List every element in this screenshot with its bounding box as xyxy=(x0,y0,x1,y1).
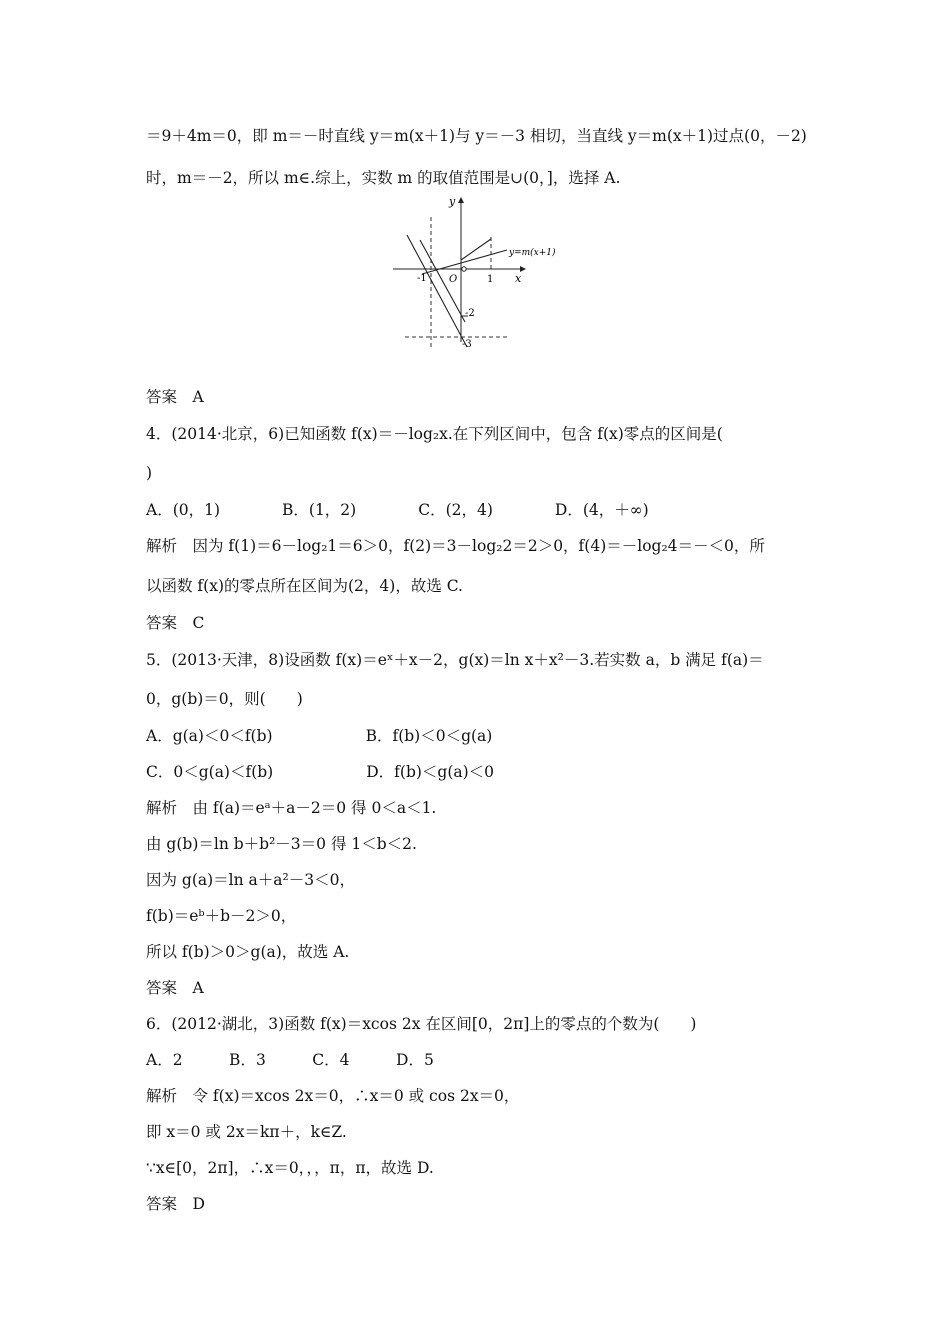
text-line-2: 时，m＝－2，所以 m∈.综上，实数 m 的取值范围是∪(0，]，选择 A. xyxy=(146,169,621,187)
text-line-11: 0，g(b)＝0，则( ) xyxy=(146,690,303,708)
text-line-6: A．(0，1) B．(1，2) C．(2，4) D．(4，＋∞) xyxy=(146,501,649,519)
text-line-15: 由 g(b)＝ln b＋b²－3＝0 得 1＜b＜2. xyxy=(146,835,417,853)
text-line-14: 解析 由 f(a)＝eᵃ＋a－2＝0 得 0＜a＜1. xyxy=(146,799,437,817)
text-line-20: 6．(2012·湖北，3)函数 f(x)＝xcos 2x 在区间[0，2π]上的零点的个数为( ) xyxy=(146,1015,697,1033)
text-line-23: 即 x＝0 或 2x＝kπ＋，k∈Z. xyxy=(146,1123,347,1141)
text-line-25: 答案 D xyxy=(146,1195,205,1213)
tick-label-neg3: -3 xyxy=(462,339,472,350)
curve-label: y=m(x+1) xyxy=(509,248,556,258)
tick-label-1: 1 xyxy=(487,274,494,285)
line-through-0-neg2 xyxy=(420,240,465,322)
text-line-9: 答案 C xyxy=(146,614,205,632)
text-line-17: f(b)＝eᵇ＋b－2＞0， xyxy=(146,907,297,925)
line-tangent-figure xyxy=(385,192,570,357)
x-axis-label: x xyxy=(515,272,522,285)
text-line-21: A．2 B．3 C．4 D．5 xyxy=(146,1051,434,1069)
text-line-4: 4．(2014·北京，6)已知函数 f(x)＝－log₂x.在下列区间中，包含 f(x)零点的区间是( xyxy=(146,425,723,443)
text-line-18: 所以 f(b)＞0＞g(a)，故选 A. xyxy=(146,943,350,961)
open-point xyxy=(462,267,466,271)
tick-label-neg2: -2 xyxy=(465,308,475,319)
text-line-5: ) xyxy=(146,464,153,482)
text-line-19: 答案 A xyxy=(146,979,204,997)
text-line-10: 5．(2013·天津，8)设函数 f(x)＝eˣ＋x－2，g(x)＝ln x＋x²－3.若实数 a，b 满足 f(a)＝ xyxy=(146,651,764,669)
origin-label: O xyxy=(449,274,458,285)
text-line-22: 解析 令 f(x)＝xcos 2x＝0，∴x＝0 或 cos 2x＝0， xyxy=(146,1087,520,1105)
text-line-3: 答案 A xyxy=(146,388,204,406)
text-line-8: 以函数 f(x)的零点所在区间为(2，4)，故选 C. xyxy=(146,577,463,595)
tick-label-neg1: -1 xyxy=(417,273,427,284)
tangent-line xyxy=(407,235,467,347)
text-line-12: A．g(a)＜0＜f(b) B．f(b)＜0＜g(a) xyxy=(146,727,493,745)
text-line-16: 因为 g(a)＝ln a＋a²－3＜0， xyxy=(146,871,355,889)
text-line-13: C．0＜g(a)＜f(b) D．f(b)＜g(a)＜0 xyxy=(146,763,495,781)
text-line-1: ＝9＋4m＝0，即 m＝－时直线 y＝m(x＋1)与 y＝－3 相切，当直线 y＝m(x＋1)过点(0，－2) xyxy=(146,127,807,145)
graph-segment xyxy=(461,239,491,260)
y-axis-label: y xyxy=(449,195,456,208)
text-line-24: ∵x∈[0，2π]，∴x＝0，，，π，π，故选 D. xyxy=(146,1159,434,1177)
text-line-7: 解析 因为 f(1)＝6－log₂1＝6＞0，f(2)＝3－log₂2＝2＞0，f(4)＝－log₂4＝－＜0，所 xyxy=(146,537,765,555)
